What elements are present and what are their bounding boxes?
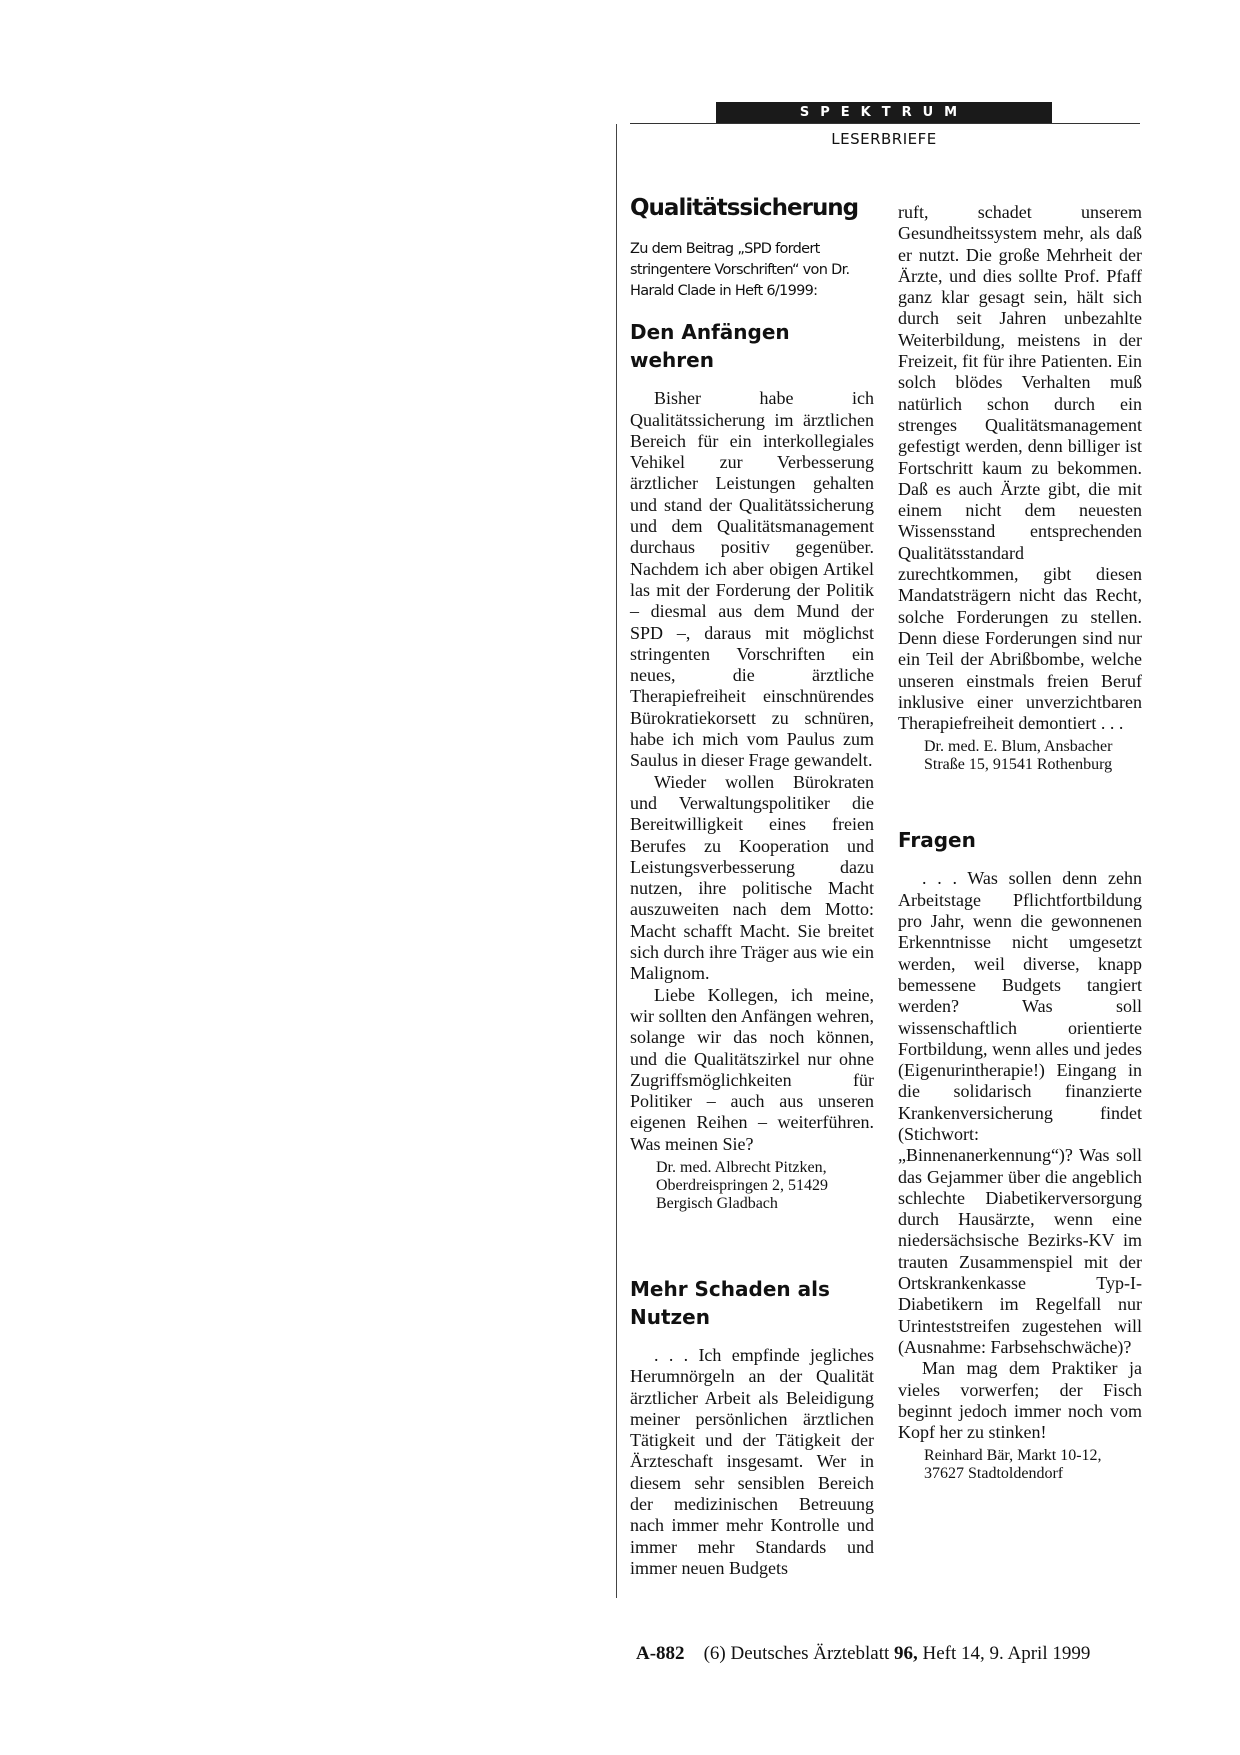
- column-rule: [616, 124, 617, 1598]
- left-column: [630, 195, 874, 1579]
- letter-signature: Dr. med. E. Blum, Ansbacher Straße 15, 91541 Rothenburg: [924, 738, 1113, 774]
- journal-name: (6) Deutsches Ärzteblatt: [703, 1643, 890, 1664]
- letter-signature: Dr. med. Albrecht Pitzken, Oberdreispringen 2, 51429 Bergisch Gladbach: [656, 1158, 828, 1212]
- letter-heading: Den Anfängen wehren: [630, 320, 790, 373]
- subsection-label: LESERBRIEFE: [831, 130, 937, 148]
- header-rule: [630, 123, 1140, 124]
- letter-heading: Fragen: [898, 828, 976, 853]
- journal-volume: 96,: [894, 1643, 918, 1664]
- letter-signature: Reinhard Bär, Markt 10-12, 37627 Stadtoldendorf: [924, 1447, 1102, 1483]
- letter-paragraph: Liebe Kollegen, ich meine, wir sollten den Anfängen wehren, solange wir das noch können, und die Qualitätszirkel nur ohne Zugriffsmöglichkeiten für Politiker – auch aus unseren eigenen Reihen – weiterführen. Was meinen Sie?: [630, 984, 874, 1154]
- letter-paragraph: Wieder wollen Bürokraten und Verwaltungspolitiker die Bereitwilligkeit eines freien Berufes zu Kooperation und Leistungsverbesserung dazu nutzen, ihre politische Macht auszuweiten nach dem Motto: Macht schafft Macht. Sie breitet sich durch ihre Träger aus wie ein Malignom.: [630, 771, 874, 984]
- right-column: [898, 202, 1142, 1483]
- issue-date: Heft 14, 9. April 1999: [922, 1643, 1091, 1664]
- page-footer: [636, 1643, 1176, 1665]
- section-header: SPEKTRUM: [716, 102, 1052, 124]
- article-title: Qualitätssicherung: [630, 195, 859, 221]
- letter-paragraph: ruft, schadet unserem Gesundheitssystem mehr, als daß er nutzt. Die große Mehrheit der Ärzte, und dies sollte Prof. Pfaff ganz klar gesagt sein, hält sich durch seit Jahren unbezahlte Weiterbildung, meistens in der Freizeit, fit für ihre Patienten. Ein solch blödes Verhalten muß natürlich schon durch ein strenges Qualitätsmanagement gefestigt werden, denn billiger ist Fortschritt kaum zu bekommen. Daß es auch Ärzte gibt, die mit einem nicht dem neuesten Wissensstand entsprechenden Qualitätsstandard zurechtkommen, gibt diesen Mandatsträgern nicht das Recht, solche Forderungen zu stellen. Denn diese Forderungen sind nur ein Teil der Abrißbombe, welche unseren einstmals freien Beruf inklusive einer unverzichtbaren Therapiefreiheit demontiert . . .: [898, 202, 1142, 734]
- letter-paragraph: Bisher habe ich Qualitätssicherung im ärztlichen Bereich für ein interkollegiales Vehikel zur Verbesserung ärztlicher Leistungen gehalten und stand der Qualitätssicherung und dem Qualitätsmanagement durchaus positiv gegenüber. Nachdem ich aber obigen Artikel las mit der Forderung der Politik – diesmal aus dem Mund der SPD –, daraus mit möglichst stringenten Vorschriften ein neues, die ärztliche Therapiefreiheit einschnürendes Bürokratiekorsett zu schnüren, habe ich mich vom Paulus zum Saulus in dieser Frage gewandelt.: [630, 388, 874, 771]
- article-intro: Zu dem Beitrag „SPD fordert stringentere Vorschriften“ von Dr. Harald Clade in Heft 6/1999:: [630, 241, 850, 300]
- letter-heading: Mehr Schaden als Nutzen: [630, 1276, 830, 1329]
- page-number: A-882: [636, 1643, 685, 1664]
- letter-paragraph: Man mag dem Praktiker ja vieles vorwerfen; der Fisch beginnt jedoch immer noch vom Kopf her zu stinken!: [898, 1358, 1142, 1443]
- letter-paragraph: . . . Was sollen denn zehn Arbeitstage Pflichtfortbildung pro Jahr, wenn die gewonnenen Erkenntnisse nicht umgesetzt werden, weil diverse, knapp bemessene Budgets tangiert werden? Was soll wissenschaftlich orientierte Fortbildung, wenn alles und jedes (Eigenurintherapie!) Eingang in die solidarisch finanzierte Krankenversicherung findet (Stichwort: „Binnenanerkennung“)? Was soll das Gejammer über die angeblich schlechte Diabetikerversorgung durch Hausärzte, wenn eine niedersächsische Bezirks-KV im trauten Zusammenspiel mit der Ortskrankenkasse Typ-I-Diabetikern im Regelfall nur Urinteststreifen zugestehen will (Ausnahme: Farbsehschwäche)?: [898, 868, 1142, 1357]
- letter-paragraph: . . . Ich empfinde jegliches Herumnörgeln an der Qualität ärztlicher Arbeit als Beleidigung meiner persönlichen ärztlichen Tätigkeit und der Tätigkeit der Ärzteschaft insgesamt. Wer in diesem sehr sensiblen Bereich der medizinischen Betreuung nach immer mehr Kontrolle und immer mehr Standards und immer neuen Budgets: [630, 1344, 874, 1578]
